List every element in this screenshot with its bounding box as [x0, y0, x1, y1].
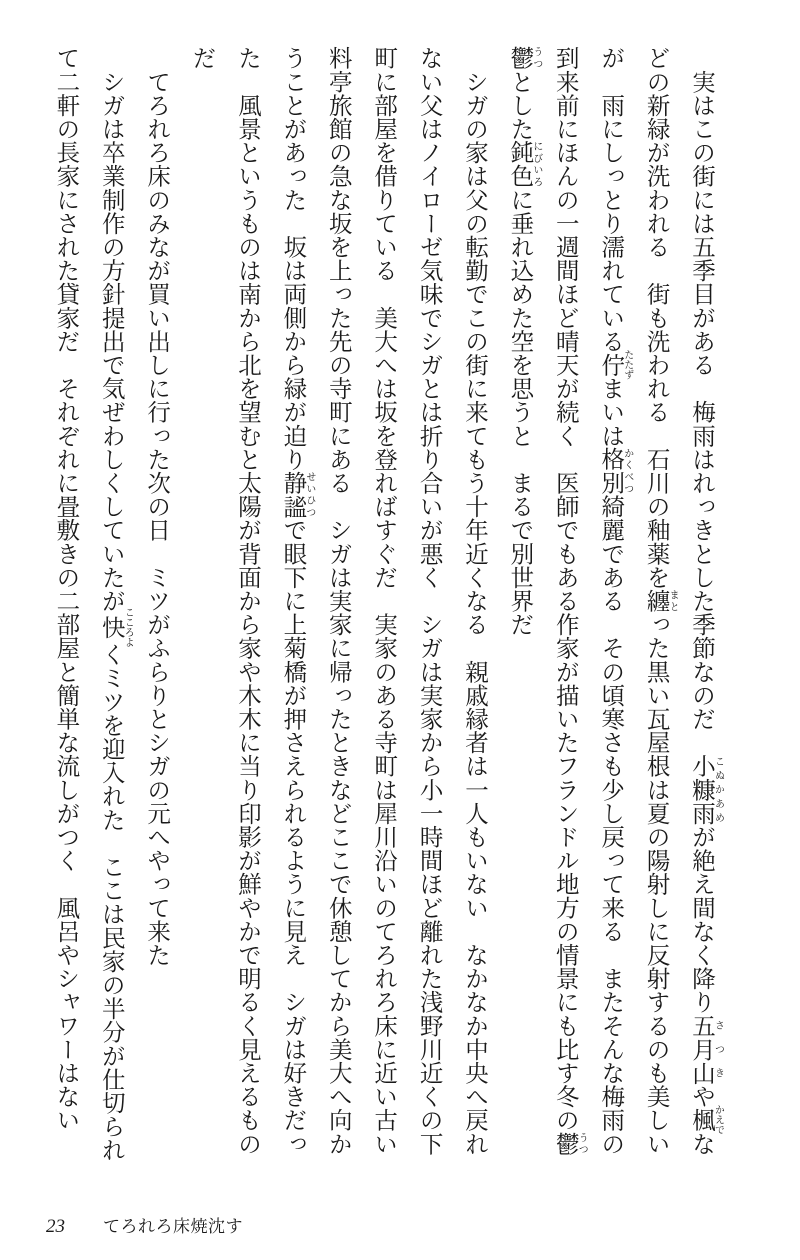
ruby-annotated-word: 鬱うつ: [506, 46, 542, 70]
text-column: が 雨にしっとり濡れている佇たたずまいは格別かくべつ綺麗である その頃寒さも少し戻って来る またそんな梅雨の: [597, 46, 633, 1156]
ruby-annotated-word: 鈍色にびいろ: [506, 140, 542, 188]
page-footer: [46, 1212, 243, 1238]
ruby-annotated-word: 格別かくべつ: [597, 447, 633, 495]
text-column: て二軒の長家にされた貸家だ それぞれに畳敷きの二部屋と簡単な流しがつく 風呂やシャワーはない: [52, 46, 79, 1132]
ruby-annotated-word: 小糠雨こぬかあめ: [688, 754, 724, 825]
ruby-annotated-word: 五月山さつき: [688, 1013, 724, 1085]
ruby-annotated-word: 快こころよ: [97, 607, 134, 648]
text-column: どの新緑が洗われる 街も洗われる 石川の釉薬を纏まとった黒い瓦屋根は夏の陽射しに反射するのも美しい: [642, 46, 679, 1156]
text-column: ない父はノイローゼ気味でシガとは折り合いが悪く シガは実家から小一時間ほど離れた浅野川近くの下: [415, 46, 442, 1156]
running-title: てろれろ床焼沈す: [103, 1217, 243, 1236]
text-column: 料亭旅館の急な坂を上った先の寺町にある シガは実家に帰ったときなどここで休憩してから美大へ向か: [324, 46, 351, 1156]
ruby-annotated-word: 楓かえで: [688, 1104, 724, 1135]
text-body: [42, 46, 723, 1164]
ruby-annotated-word: 纏まと: [642, 588, 679, 613]
page-number: 23: [46, 1216, 65, 1237]
text-column: だ: [188, 46, 215, 70]
text-column: てろれろ床のみなが買い出しに行った次の日 ミツがふらりとシガの元へやって来た: [143, 46, 170, 967]
text-column: うことがあった 坂は両側から緑が迫り静謐せいひつで眼下に上菊橋が押さえられるように見え シガは好きだっ: [279, 46, 315, 1156]
text-column: シガは卒業制作の方針提出で気ぜわしくしていたが快こころよくミツを迎入れた ここは民家の半分が仕切られ: [97, 46, 134, 1162]
text-column: 鬱うつとした鈍色にびいろに垂れ込めた空を思うと まるで別世界だ: [506, 46, 542, 637]
text-column: 実はこの街には五季目がある 梅雨はれっきとした季節なのだ 小糠雨こぬかあめが絶え間なく降り五月山さつきや楓かえでな: [688, 46, 724, 1156]
text-column: 町に部屋を借りている 美大へは坂を登ればすぐだ 実家のある寺町は犀川沿いのてろれろ床に近い古い: [370, 46, 397, 1156]
text-column: た 風景というものは南から北を望むと太陽が背面から家や木木に当り印影が鮮やかで明るく見えるもの: [233, 46, 260, 1156]
ruby-annotated-word: 鬱うつ: [551, 1131, 588, 1156]
ruby-annotated-word: 静謐せいひつ: [279, 470, 315, 519]
ruby-annotated-word: 佇たたず: [597, 349, 633, 380]
text-column: 到来前にほんの一週間ほど晴天が続く 医師でもある作家が描いたフランドル地方の情景にも比す冬の鬱うつ: [551, 46, 588, 1156]
text-column: シガの家は父の転勤でこの街に来てもう十年近くなる 親戚縁者は一人もいない なかなか中央へ戻れ: [460, 46, 487, 1156]
